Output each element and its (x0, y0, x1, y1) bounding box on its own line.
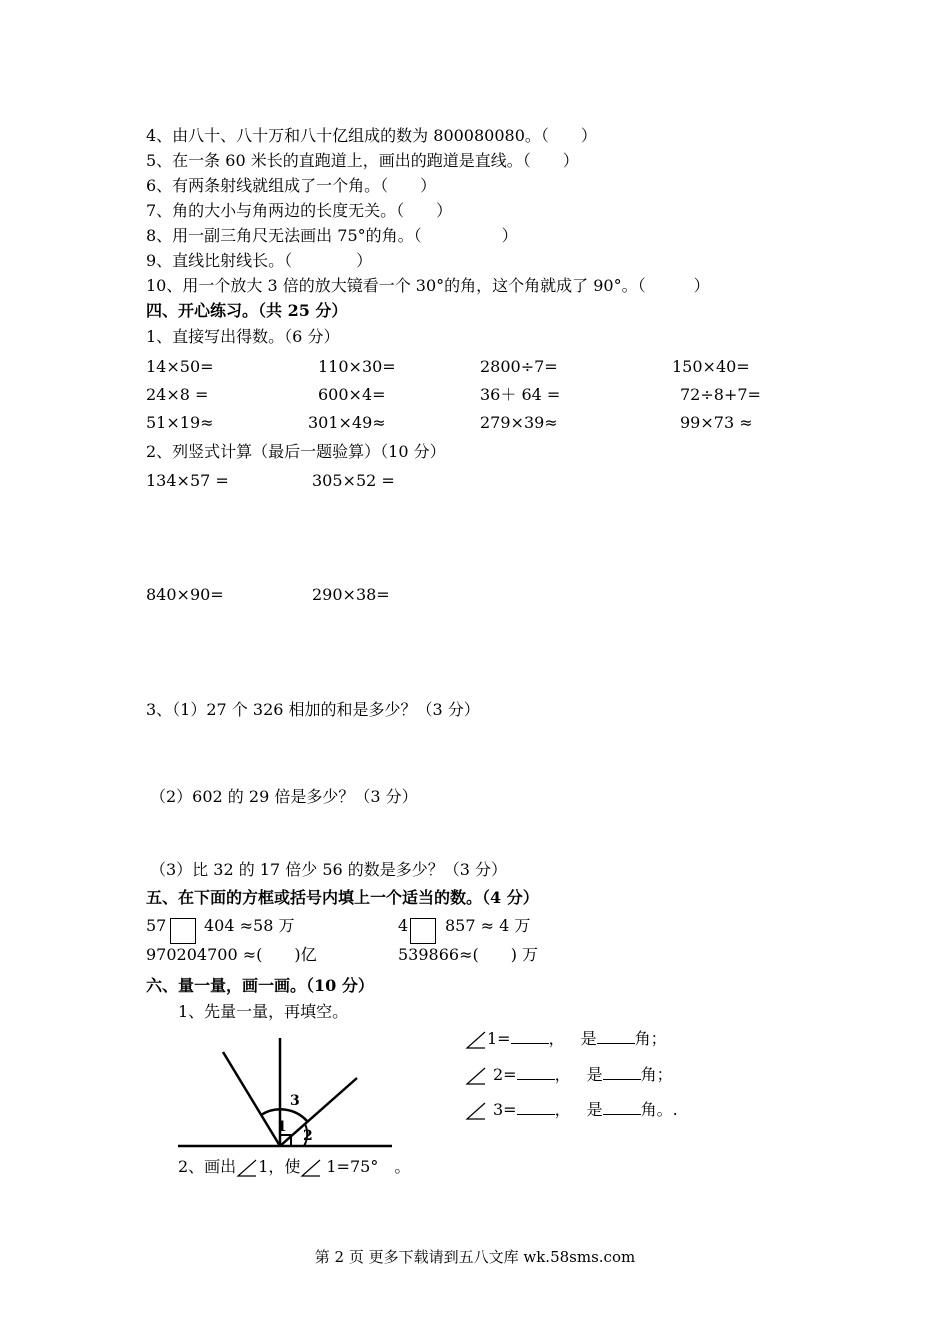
oral-calc: 110×30= (318, 357, 396, 376)
angle-label-1: 1 (277, 1119, 287, 1135)
fill-blank[interactable] (517, 1063, 555, 1080)
section6-p2 (178, 1157, 410, 1178)
angle-row-1 (465, 1027, 667, 1050)
angle-label-2: 2 (303, 1128, 313, 1144)
angle-row-3 (465, 1098, 678, 1121)
separator: ， (548, 1029, 565, 1048)
judge-q5: 5、在一条 60 米长的直跑道上，画出的跑道是直线。（ ） (146, 151, 579, 170)
angle-label: 3= (493, 1100, 517, 1119)
oral-calc: 279×39≈ (480, 413, 558, 432)
estimate-b-left: 4 (398, 916, 409, 935)
vertical-calc: 134×57 = (146, 471, 229, 490)
separator: ， (554, 1100, 571, 1119)
angle-label: 1= (487, 1029, 511, 1048)
judge-q7: 7、角的大小与角两边的长度无关。（ ） (146, 201, 453, 220)
oral-calc: 51×19≈ (146, 413, 214, 432)
angle-figure (170, 1030, 400, 1155)
oral-calc: 24×8 = (146, 385, 209, 404)
answer-box[interactable] (410, 918, 436, 944)
oral-calc: 600×4= (318, 385, 386, 404)
oral-calc: 99×73 ≈ (680, 413, 753, 432)
draw-instruction-end: 1=75° 。 (326, 1157, 411, 1176)
angle-symbol-icon (465, 1066, 487, 1086)
oral-calc: 301×49≈ (308, 413, 386, 432)
separator: ， (554, 1065, 571, 1084)
judge-q10: 10、用一个放大 3 倍的放大镜看一个 30°的角，这个角就成了 90°。（ ） (146, 276, 710, 295)
angle-kind-text: 角； (634, 1029, 667, 1048)
angle-symbol-icon (236, 1158, 258, 1178)
fill-blank[interactable] (603, 1098, 641, 1115)
section6-p1: 1、先量一量，再填空。 (178, 1002, 349, 1021)
section4-p3-2: （2）602 的 29 倍是多少？（3 分） (150, 787, 418, 806)
judge-q6: 6、有两条射线就组成了一个角。（ ） (146, 176, 437, 195)
is-text: 是 (586, 1065, 603, 1084)
oral-calc: 14×50= (146, 357, 214, 376)
angle-symbol-icon (300, 1158, 322, 1178)
section4-p1-title: 1、直接写出得数。（6 分） (146, 327, 340, 346)
angle-kind-text: 角。. (640, 1100, 678, 1119)
section6-title: 六、量一量，画一画。（10 分） (146, 976, 374, 995)
vertical-calc: 840×90= (146, 585, 224, 604)
draw-instruction-mid: 1，使 (258, 1157, 301, 1176)
answer-box[interactable] (170, 918, 196, 944)
estimate-a-left: 57 (146, 916, 167, 935)
oral-calc: 72÷8+7= (680, 385, 761, 404)
estimate-c: 970204700 ≈( )亿 (146, 945, 317, 964)
fill-blank[interactable] (517, 1098, 555, 1115)
fill-blank[interactable] (511, 1027, 549, 1044)
draw-instruction: 2、画出 (178, 1157, 237, 1176)
judge-q8: 8、用一副三角尺无法画出 75°的角。（ ） (146, 226, 518, 245)
section4-p3-3: （3）比 32 的 17 倍少 56 的数是多少？（3 分） (150, 860, 508, 879)
left-ray (223, 1052, 280, 1146)
section4-title: 四、开心练习。（共 25 分） (146, 301, 348, 320)
vertical-calc: 305×52 = (312, 471, 395, 490)
is-text: 是 (586, 1100, 603, 1119)
oral-calc: 2800÷7= (480, 357, 558, 376)
angle-kind-text: 角； (640, 1065, 673, 1084)
estimate-d: 539866≈( ) 万 (398, 945, 539, 964)
is-text: 是 (580, 1029, 597, 1048)
section4-p2-title: 2、列竖式计算（最后一题验算）（10 分） (146, 442, 446, 461)
oral-calc: 150×40= (672, 357, 750, 376)
estimate-a-right: 404 ≈58 万 (204, 916, 295, 935)
oral-calc: 36＋ 64 = (480, 385, 561, 404)
fill-blank[interactable] (603, 1063, 641, 1080)
judge-q9: 9、直线比射线长。（ ） (146, 251, 373, 270)
angle-row-2 (465, 1063, 673, 1086)
angle-symbol-icon (465, 1101, 487, 1121)
estimate-b-right: 857 ≈ 4 万 (445, 916, 531, 935)
page-footer: 第 2 页 更多下载请到五八文库 wk.58sms.com (314, 1248, 636, 1266)
angle-label: 2= (493, 1065, 517, 1084)
fill-blank[interactable] (597, 1027, 635, 1044)
vertical-calc: 290×38= (312, 585, 390, 604)
angle-symbol-icon (465, 1030, 487, 1050)
judge-q4: 4、由八十、八十万和八十亿组成的数为 800080080。（ ） (146, 126, 597, 145)
angle-label-3: 3 (290, 1093, 300, 1109)
section4-p3-1: 3、（1）27 个 326 相加的和是多少？（3 分） (146, 700, 480, 719)
section5-title: 五、在下面的方框或括号内填上一个适当的数。（4 分） (146, 888, 539, 907)
